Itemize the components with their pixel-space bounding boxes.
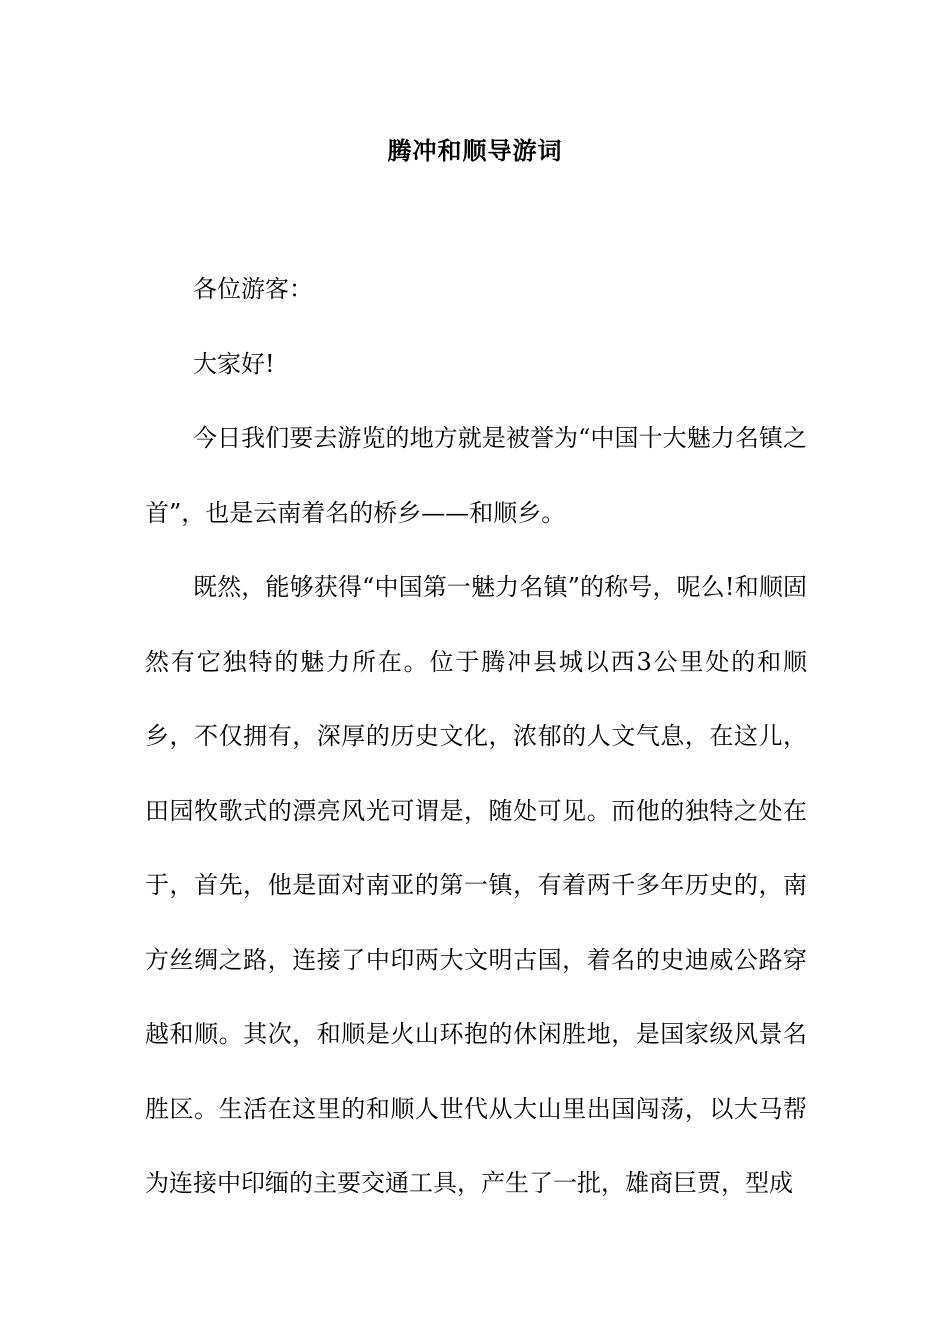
paragraph-main: 既然，能够获得“中国第一魅力名镇”的称号，呢么!和顺固然有它独特的魅力所在。位于腾冲县城以西3公里处的和顺乡，不仅拥有，深厚的历史文化，浓郁的人文气息，在这儿，田园牧歌式的漂亮风光可谓是，随处可见。而他的独特之处在于，首先，他是面对南亚的第一镇，有着两千多年历史的，南方丝绸之路，连接了中印两大文明古国，着名的史迪威公路穿越和顺。其次，和顺是火山环抱的休闲胜地，是国家级风景名胜区。生活在这里的和顺人世代从大山里出国闯荡，以大马帮为连接中印缅的主要交通工具，产生了一批，雄商巨贾，型成 [145, 573, 807, 1197]
document-body [145, 252, 807, 1221]
paragraph-intro: 今日我们要去游览的地方就是被誉为“中国十大魅力名镇之首”，也是云南着名的桥乡——和顺乡。 [145, 424, 807, 527]
paragraph-hello: 大家好! [193, 349, 275, 378]
document-title: 腾冲和顺导游词 [387, 136, 563, 165]
paragraph-greeting: 各位游客： [193, 275, 313, 303]
